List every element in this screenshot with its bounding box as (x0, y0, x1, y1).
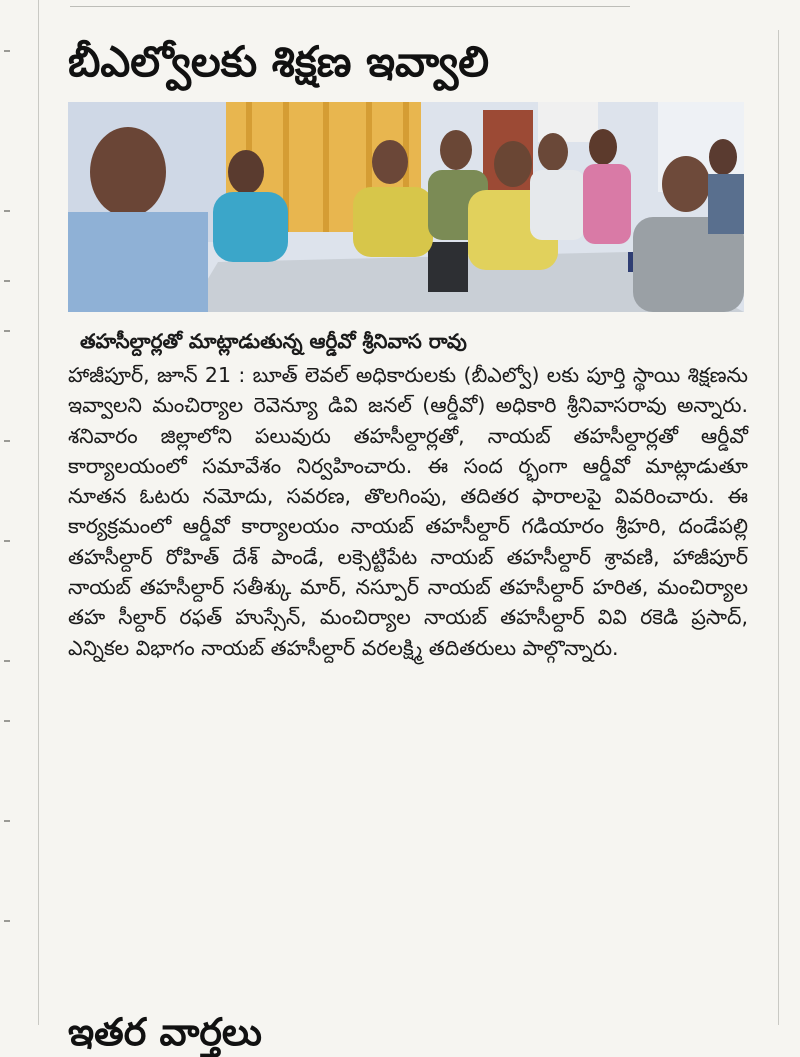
top-rule (70, 0, 630, 7)
article-body-paragraph: హాజీపూర్, జూన్ 21 : బూత్ లెవల్ అధికారులకు (బీఎల్వో) లకు పూర్తి స్థాయి శిక్షణను ఇవ్వాలని మంచిర్యాల రెవెన్యూ డివి జనల్ (ఆర్డీవో) అధికారి శ్రీనివాసరావు అన్నారు. శనివారం జిల్లాలోని పలువురు తహసీల్దార్లతో, నాయబ్ తహసీల్దార్లతో ఆర్డీవో కార్యాలయంలో సమావేశం నిర్వహించారు. ఈ సంద ర్భంగా ఆర్డీవో మాట్లాడుతూ నూతన ఓటరు నమోదు, సవరణ, తొలగింపు, తదితర ఫారాలపై వివరించారు. ఈ కార్యక్రమంలో ఆర్డీవో కార్యాలయం నాయబ్ తహసీల్దార్ గడియారం శ్రీహరి, దండేపల్లి తహసీల్దార్ రోహిత్ దేశ్ పాండే, లక్సెట్టిపేట నాయబ్ తహసీల్దార్ శ్రావణి, హాజీపూర్ నాయబ్ తహసీల్దార్ సతీశ్కు మార్, నస్పూర్ నాయబ్ తహసీల్దార్ హరిత, మంచిర్యాల తహ సీల్దార్ రఫత్ హుస్సేన్, మంచిర్యాల నాయబ్ తహసీల్దార్ వివి రకెడి ప్రసాద్, ఎన్నికల విభాగం నాయబ్ తహసీల్దార్ వరలక్ష్మి తదితరులు పాల్గొన్నారు. (68, 363, 748, 660)
article-photo (68, 102, 744, 312)
next-article-headline-text: ఇతర వార్తలు (68, 1010, 262, 1054)
column-rule-right (778, 30, 779, 1025)
meeting-photo-illustration (68, 102, 744, 312)
next-article-headline-partial (68, 1005, 748, 1054)
news-article (68, 30, 748, 990)
article-headline: బీఎల్వోలకు శిక్షణ ఇవ్వాలి (68, 37, 490, 86)
photo-caption: తహసీల్దార్లతో మాట్లాడుతున్న ఆర్డీవో శ్రీనివాస రావు (80, 329, 467, 353)
adjacent-column-fragment (4, 20, 24, 1000)
column-rule-left (38, 0, 39, 1025)
article-body (68, 360, 748, 990)
